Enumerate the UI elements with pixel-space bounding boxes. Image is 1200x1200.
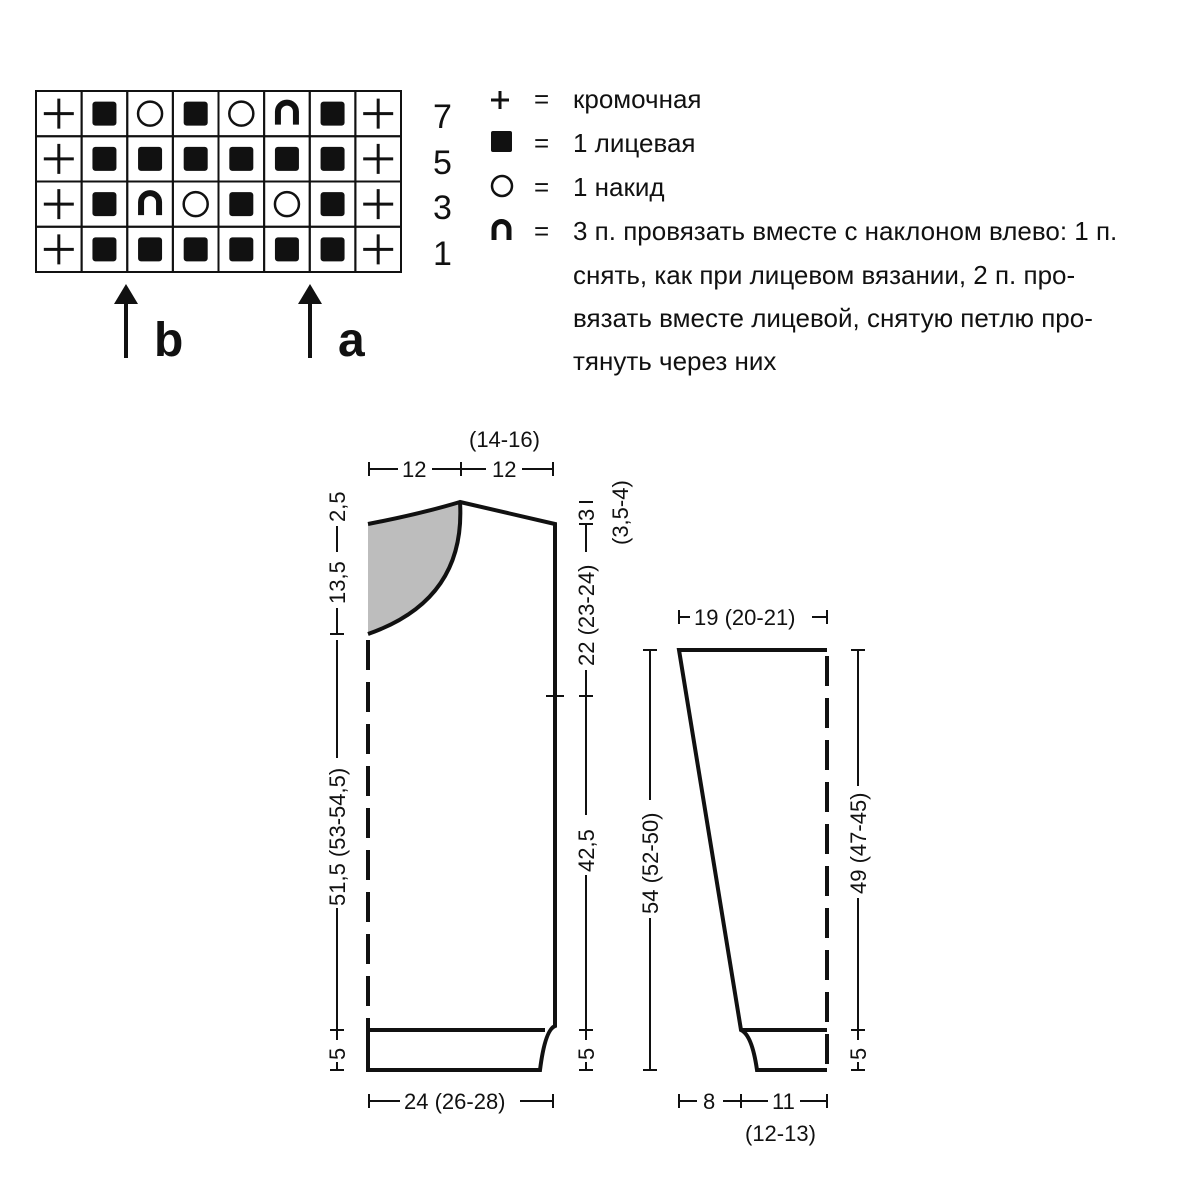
legend-k3tog-line-1: 3 п. провязать вместе с наклоном влево: 1 п. <box>573 216 1118 246</box>
chart-cell-knit <box>219 136 265 181</box>
knit-square-icon <box>184 102 208 126</box>
sleeve-top-width-label: 19 (20-21) <box>694 605 796 630</box>
knit-square-icon <box>229 237 253 261</box>
yarn-over-circle-icon <box>492 176 512 196</box>
legend-k3tog-line-4: тянуть через них <box>573 346 777 376</box>
row-number-1: 1 <box>433 235 452 273</box>
plus-icon <box>363 144 393 174</box>
sleeve-length-label: 54 (52-50) <box>638 812 663 914</box>
chart-grid <box>36 91 401 272</box>
chart-cell-edge <box>355 91 401 136</box>
sleeve-bottom-right-label: 11 <box>772 1089 795 1114</box>
chart-cell-yo <box>127 91 173 136</box>
plus-icon <box>363 99 393 129</box>
knit-square-icon <box>184 237 208 261</box>
left-rib-label: 5 <box>325 1047 350 1060</box>
armhole-depth-label: 22 (23-24) <box>574 564 599 666</box>
legend-edge-text: кромочная <box>573 84 702 114</box>
shoulder-right-label: 3 <box>574 508 599 521</box>
chart-cell-knit <box>264 227 310 272</box>
knit-square-icon <box>275 237 299 261</box>
row-number-3: 3 <box>433 189 452 227</box>
knit-square-icon <box>138 237 162 261</box>
yarn-over-circle-icon <box>229 102 253 126</box>
sleeve-bottom-left-label: 8 <box>703 1089 716 1114</box>
knit-square-icon <box>491 131 512 152</box>
plus-icon <box>44 99 74 129</box>
chart-cell-knit <box>82 182 128 227</box>
knit-square-icon <box>229 192 253 216</box>
neck-width-right: 12 <box>492 457 517 482</box>
knit-square-icon <box>92 237 116 261</box>
plus-icon <box>363 189 393 219</box>
chart-cell-knit <box>310 136 356 181</box>
chart-cell-edge <box>36 182 82 227</box>
body-schematic <box>322 427 633 1114</box>
shoulder-right-alt-label: (3,5-4) <box>608 480 633 545</box>
knit-square-icon <box>92 102 116 126</box>
shoulder-drop-label: 2,5 <box>325 491 350 522</box>
chart-cell-knit <box>219 182 265 227</box>
sleeve-outline <box>679 650 827 1070</box>
yarn-over-circle-icon <box>184 192 208 216</box>
chart-cell-edge <box>355 136 401 181</box>
row-number-7: 7 <box>433 98 452 136</box>
chart-cell-edge <box>36 227 82 272</box>
symbol-legend <box>491 84 1117 376</box>
neck-depth-label: 13,5 <box>325 561 350 604</box>
plus-icon <box>491 91 509 109</box>
knit-square-icon <box>275 147 299 171</box>
chart-cell-knit <box>173 227 219 272</box>
arrow-a <box>298 284 322 358</box>
plus-icon <box>44 144 74 174</box>
chart-cell-knit <box>82 227 128 272</box>
k3tog-arch-icon <box>141 193 159 215</box>
yarn-over-circle-icon <box>138 102 162 126</box>
chart-cell-edge <box>36 136 82 181</box>
legend-eq-2: = <box>534 128 550 158</box>
right-rib-label: 5 <box>574 1047 599 1060</box>
legend-k3tog-line-2: снять, как при лицевом вязании, 2 п. про- <box>573 260 1076 290</box>
chart-cell-k3tog <box>264 91 310 136</box>
chart-cell-yo <box>173 182 219 227</box>
side-length-label: 42,5 <box>574 829 599 872</box>
chart-cell-knit <box>82 136 128 181</box>
legend-k3tog-line-3: вязать вместе лицевой, снятую петлю про- <box>573 303 1093 333</box>
chart-cell-yo <box>219 91 265 136</box>
knit-square-icon <box>92 147 116 171</box>
plus-icon <box>44 189 74 219</box>
knit-square-icon <box>321 102 345 126</box>
chart-cell-k3tog <box>127 182 173 227</box>
knit-square-icon <box>138 147 162 171</box>
k3tog-arch-icon <box>278 103 296 125</box>
chart-cell-edge <box>36 91 82 136</box>
chart-cell-knit <box>173 136 219 181</box>
plus-icon <box>44 234 74 264</box>
legend-knit-text: 1 лицевая <box>573 128 696 158</box>
arrow-a-label: a <box>338 314 365 367</box>
chart-cell-knit <box>82 91 128 136</box>
sleeve-seam-label: 49 (47-45) <box>846 792 871 894</box>
chart-cell-edge <box>355 182 401 227</box>
knit-square-icon <box>229 147 253 171</box>
chart-cell-knit <box>310 91 356 136</box>
chart-cell-knit <box>310 182 356 227</box>
arrow-b-label: b <box>154 314 184 367</box>
chart-cell-knit <box>264 136 310 181</box>
sleeve-bottom-right-alt-label: (12-13) <box>745 1121 816 1146</box>
chart-cell-knit <box>127 136 173 181</box>
chart-cell-knit <box>310 227 356 272</box>
k3tog-arch-icon <box>494 222 509 240</box>
yarn-over-circle-icon <box>275 192 299 216</box>
chart-cell-knit <box>173 91 219 136</box>
sleeve-schematic <box>636 603 874 1146</box>
body-width-label: 24 (26-28) <box>404 1089 506 1114</box>
legend-eq-1: = <box>534 84 550 114</box>
legend-eq-4: = <box>534 216 550 246</box>
knit-square-icon <box>321 237 345 261</box>
chart-cell-knit <box>127 227 173 272</box>
legend-eq-3: = <box>534 172 550 202</box>
stitch-chart <box>36 91 452 367</box>
chart-cell-yo <box>264 182 310 227</box>
chart-cell-knit <box>219 227 265 272</box>
chart-cell-edge <box>355 227 401 272</box>
knit-square-icon <box>321 192 345 216</box>
knit-square-icon <box>92 192 116 216</box>
sleeve-rib-label: 5 <box>846 1047 871 1060</box>
row-number-5: 5 <box>433 144 452 182</box>
neck-width-alt: (14-16) <box>469 427 540 452</box>
arrow-b <box>114 284 138 358</box>
knit-square-icon <box>184 147 208 171</box>
neck-width-left: 12 <box>402 457 427 482</box>
legend-yo-text: 1 накид <box>573 172 665 202</box>
plus-icon <box>363 234 393 264</box>
body-length-label: 51,5 (53-54,5) <box>325 767 350 906</box>
knit-square-icon <box>321 147 345 171</box>
